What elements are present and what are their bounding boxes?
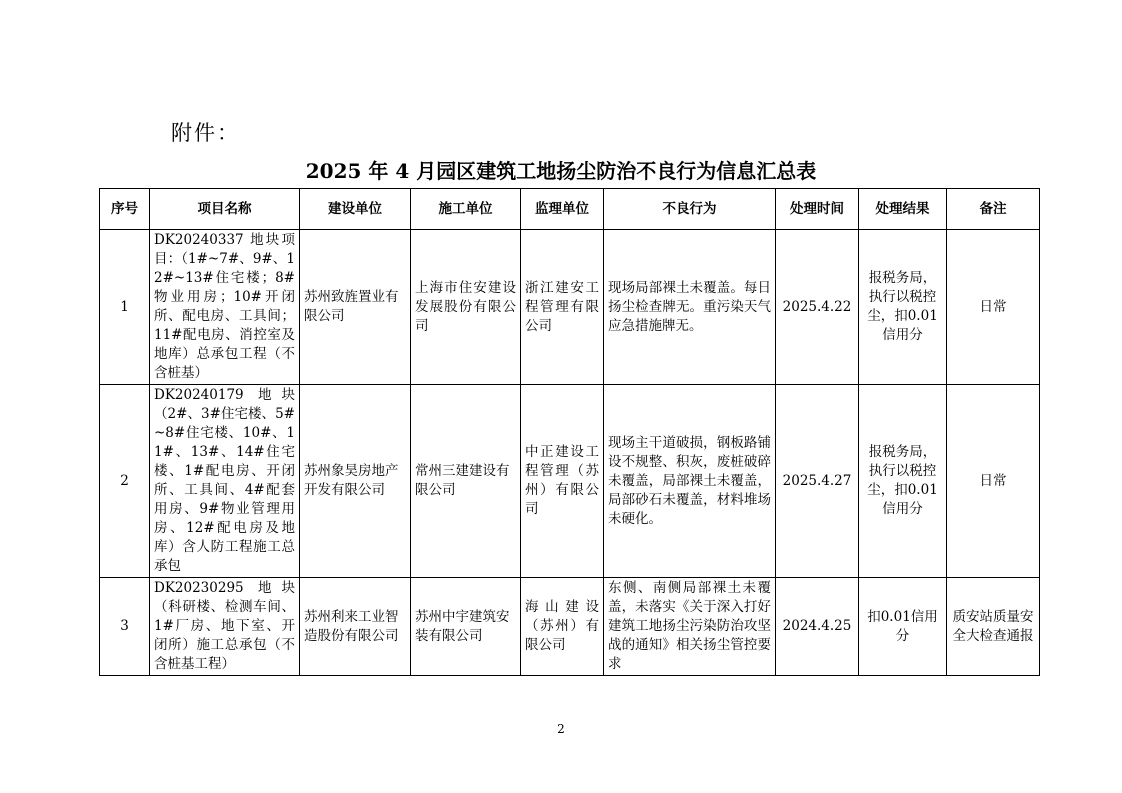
cell-behavior: 东侧、南侧局部裸土未覆盖，未落实《关于深入打好建筑工地扬尘污染防治攻坚战的通知》相关扬尘管控要求 <box>604 578 776 676</box>
cell-contractor: 上海市住安建设发展股份有限公司 <box>411 230 521 385</box>
cell-seq: 2 <box>100 385 150 578</box>
header-builder: 建设单位 <box>300 189 411 230</box>
page-number: 2 <box>557 722 565 736</box>
header-result: 处理结果 <box>859 189 947 230</box>
cell-project: DK20240179 地块（2#、3#住宅楼、5#~8#住宅楼、10#、11#、13#、14#住宅楼、1#配电房、开闭所、工具间、4#配套用房、9#物业管理用房、12#配电房及地库）含人防工程施工总承包 <box>150 385 300 578</box>
cell-contractor: 常州三建建设有限公司 <box>411 385 521 578</box>
cell-behavior: 现场主干道破损，钢板路铺设不规整、积灰，废桩破碎未覆盖，局部裸土未覆盖，局部砂石未覆盖，材料堆场未硬化。 <box>604 385 776 578</box>
header-note: 备注 <box>947 189 1040 230</box>
header-supervisor: 监理单位 <box>521 189 604 230</box>
cell-builder: 苏州利来工业智造股份有限公司 <box>300 578 411 676</box>
table-row <box>100 385 1040 578</box>
header-contractor: 施工单位 <box>411 189 521 230</box>
cell-project: DK20240337 地块项目：（1#~7#、9#、12#~13#住宅楼；8#物业用房；10#开闭所、配电房、工具间；11#配电房、消控室及地库）总承包工程（不含桩基） <box>150 230 300 385</box>
header-behavior: 不良行为 <box>604 189 776 230</box>
table-row <box>100 578 1040 676</box>
cell-note: 质安站质量安全大检查通报 <box>947 578 1040 676</box>
table-header-row <box>100 189 1040 230</box>
cell-behavior: 现场局部裸土未覆盖。每日扬尘检查牌无。重污染天气应急措施牌无。 <box>604 230 776 385</box>
cell-builder: 苏州致旌置业有限公司 <box>300 230 411 385</box>
cell-note: 日常 <box>947 230 1040 385</box>
cell-result: 扣0.01信用分 <box>859 578 947 676</box>
header-time: 处理时间 <box>776 189 859 230</box>
cell-supervisor: 海山建设（苏州）有限公司 <box>521 578 604 676</box>
attachment-label: 附件： <box>171 121 240 145</box>
cell-note: 日常 <box>947 385 1040 578</box>
cell-seq: 3 <box>100 578 150 676</box>
cell-supervisor: 中正建设工程管理（苏州）有限公司 <box>521 385 604 578</box>
table-row <box>100 230 1040 385</box>
cell-time: 2025.4.27 <box>776 385 859 578</box>
document-title: 2025 年 4 月园区建筑工地扬尘防治不良行为信息汇总表 <box>305 159 817 183</box>
cell-supervisor: 浙江建安工程管理有限公司 <box>521 230 604 385</box>
cell-seq: 1 <box>100 230 150 385</box>
cell-project: DK20230295 地块（科研楼、检测车间、1#厂房、地下室、开闭所）施工总承包（不含桩基工程） <box>150 578 300 676</box>
cell-result: 报税务局，执行以税控尘，扣0.01信用分 <box>859 385 947 578</box>
cell-result: 报税务局，执行以税控尘，扣0.01信用分 <box>859 230 947 385</box>
cell-time: 2024.4.25 <box>776 578 859 676</box>
summary-table <box>99 188 1040 676</box>
header-seq: 序号 <box>100 189 150 230</box>
cell-builder: 苏州象昊房地产开发有限公司 <box>300 385 411 578</box>
cell-time: 2025.4.22 <box>776 230 859 385</box>
cell-contractor: 苏州中宇建筑安装有限公司 <box>411 578 521 676</box>
header-project: 项目名称 <box>150 189 300 230</box>
